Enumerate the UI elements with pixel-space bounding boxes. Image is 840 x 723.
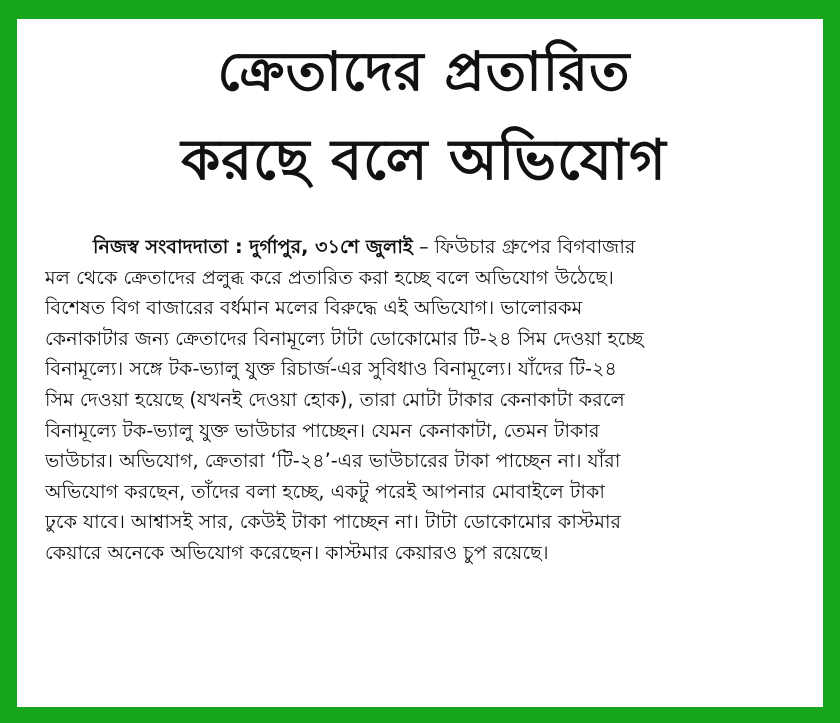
article-line-10: ঢুকে যাবে। আশ্বাসই সার, কেউই টাকা পাচ্ছেন না। টাটা ডোকোমোর কাস্টমার <box>45 510 622 534</box>
article-line-6: সিম দেওয়া হয়েছে (যখনই দেওয়া হোক), তারা মোটা টাকার কেনাকাটা করলে <box>45 387 625 411</box>
newspaper-clipping <box>17 19 823 707</box>
article-line-3: বিশেষত বিগ বাজারের বর্ধমান মলের বিরুদ্ধে এই অভিযোগ। ভালোরকম <box>45 296 583 320</box>
article-line-7: বিনামূল্যে টক-ভ্যালু যুক্ত ভাউচার পাচ্ছেন। যেমন কেনাকাটা, তেমন টাকার <box>45 418 600 442</box>
article-first-line <box>45 232 803 263</box>
article-line-4: কেনাকাটার জন্য ক্রেতাদের বিনামূল্যে টাটা ডোকোমোর টি-২৪ সিম দেওয়া হচ্ছে <box>45 326 644 350</box>
article-line-2: মল থেকে ক্রেতাদের প্রলুব্ধ করে প্রতারিত করা হচ্ছে বলে অভিযোগ উঠেছে। <box>45 265 614 289</box>
headline <box>45 40 803 193</box>
article-line-5: বিনামূল্যে। সঙ্গে টক-ভ্যালু যুক্ত রিচার্জ-এর সুবিধাও বিনামূল্যে। যাঁদের টি-২৪ <box>45 357 617 381</box>
article-line-8: ভাউচার। অভিযোগ, ক্রেতারা ‘টি-২৪’-এর ভাউচারের টাকা পাচ্ছেন না। যাঁরা <box>45 449 621 473</box>
byline: নিজস্ব সংবাদদাতা : দুর্গাপুর, ৩১শে জুলাই <box>93 235 413 258</box>
article-line-1: – ফিউচার গ্রুপের বিগবাজার <box>412 235 636 258</box>
article-line-9: অভিযোগ করছেন, তাঁদের বলা হচ্ছে, একটু পরেই আপনার মোবাইলে টাকা <box>45 479 605 503</box>
headline-line-1: ক্রেতাদের প্রতারিত <box>217 40 631 103</box>
headline-line-2: করছে বলে অভিযোগ <box>181 128 667 193</box>
article-line-11: কেয়ারে অনেকে অভিযোগ করেছেন। কাস্টমার কেয়ারও চুপ রয়েছে। <box>45 540 549 564</box>
article-body <box>45 232 803 569</box>
